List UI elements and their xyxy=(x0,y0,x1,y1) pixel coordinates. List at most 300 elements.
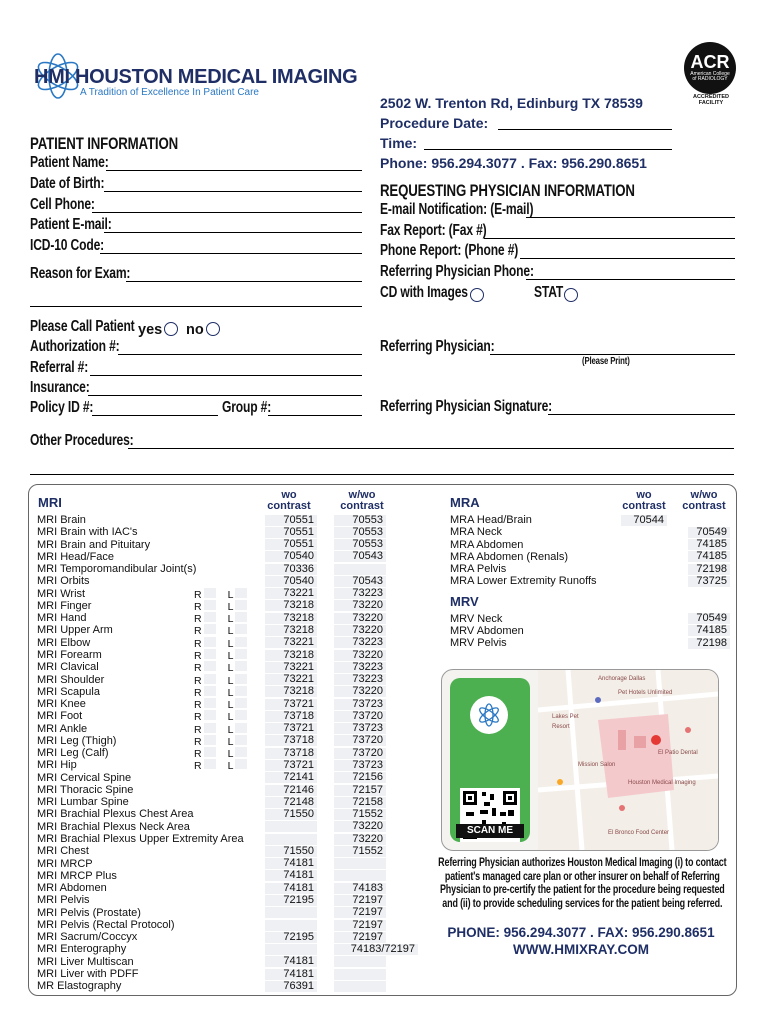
map-place-label: Houston Medical Imaging xyxy=(628,780,696,786)
mri-wo-code[interactable]: 74181 xyxy=(265,883,317,894)
side-selector[interactable] xyxy=(194,612,247,624)
left-side-label: L xyxy=(227,686,234,699)
mri-wwo-code[interactable] xyxy=(334,858,386,869)
cell-phone-field[interactable] xyxy=(30,196,362,216)
mri-wwo-code[interactable]: 73220 xyxy=(334,600,386,611)
mri-wo-code[interactable] xyxy=(265,821,317,832)
left-checkbox[interactable] xyxy=(235,600,247,610)
side-selector[interactable] xyxy=(194,674,247,686)
mri-wo-code[interactable]: 74181 xyxy=(265,858,317,869)
mri-exam-name: MRI MRCP xyxy=(37,857,93,870)
acr-subtext: American College of RADIOLOGY xyxy=(690,71,730,82)
mri-exam-name: MRI Temporomandibular Joint(s) xyxy=(37,563,197,576)
mri-wo-code[interactable]: 73718 xyxy=(265,711,317,722)
side-selector[interactable] xyxy=(194,686,247,698)
referring-physician-label: Referring Physician: xyxy=(380,338,495,355)
right-checkbox[interactable] xyxy=(204,735,216,745)
mrv-wwo-code[interactable]: 70549 xyxy=(688,613,730,624)
location-map[interactable] xyxy=(538,670,718,850)
other-procedures-field[interactable] xyxy=(30,432,734,452)
right-checkbox[interactable] xyxy=(204,674,216,684)
left-side-label: L xyxy=(227,748,234,761)
mri-wwo-code[interactable]: 71552 xyxy=(334,846,386,857)
left-checkbox[interactable] xyxy=(235,649,247,659)
side-selector[interactable] xyxy=(194,747,247,759)
mri-wwo-code[interactable] xyxy=(334,981,386,992)
map-place-label: Lakes Pet xyxy=(552,714,579,720)
mra-wwo-code[interactable]: 74185 xyxy=(688,551,730,562)
right-side-label: R xyxy=(194,649,202,662)
mri-wo-code[interactable]: 70540 xyxy=(265,576,317,587)
right-side-label: R xyxy=(194,625,202,638)
mra-wwo-header: w/wo contrast xyxy=(682,489,726,512)
phone-report-field[interactable] xyxy=(380,242,735,262)
mrv-exam-name[interactable]: MRV Abdomen xyxy=(450,624,524,637)
acr-badge xyxy=(678,40,742,104)
left-checkbox[interactable] xyxy=(235,723,247,733)
patient-email-label: Patient E-mail: xyxy=(30,216,112,233)
mra-wo-code[interactable]: 70544 xyxy=(621,515,667,526)
right-checkbox[interactable] xyxy=(204,686,216,696)
mri-exam-name: MRI Pelvis (Rectal Protocol) xyxy=(37,918,175,931)
mri-wwo-code[interactable]: 73720 xyxy=(334,735,386,746)
side-selector[interactable] xyxy=(194,698,247,710)
reason-extra-line[interactable] xyxy=(30,306,362,307)
map-place-label: El Patio Dental xyxy=(658,750,698,756)
mri-wo-code[interactable]: 73218 xyxy=(265,600,317,611)
mri-wwo-code[interactable]: 73223 xyxy=(334,637,386,648)
mri-wo-code[interactable]: 73718 xyxy=(265,748,317,759)
location-pin-icon xyxy=(470,696,508,734)
patient-email-field[interactable] xyxy=(30,216,362,236)
email-notification-field[interactable] xyxy=(380,201,735,221)
mri-wwo-code[interactable]: 72157 xyxy=(334,785,386,796)
referring-phone-label: Referring Physician Phone: xyxy=(380,263,534,280)
mra-wo-header: wo contrast xyxy=(622,489,666,512)
date-of-birth-field[interactable] xyxy=(30,175,362,195)
mri-exam-name: MRI Liver Multiscan xyxy=(37,955,134,968)
right-side-label: R xyxy=(194,711,202,724)
patient-info-title: PATIENT INFORMATION xyxy=(30,134,179,153)
side-selector[interactable] xyxy=(194,710,247,722)
mra-header: MRA xyxy=(450,495,480,510)
mra-exam-name[interactable]: MRA Abdomen (Renals) xyxy=(450,550,568,563)
right-side-label: R xyxy=(194,760,202,773)
right-side-label: R xyxy=(194,699,202,712)
left-side-label: L xyxy=(227,735,234,748)
map-place-label: Mission Salon xyxy=(578,762,616,768)
brand-tagline: A Tradition of Excellence In Patient Care xyxy=(80,87,259,98)
time-label: Time: xyxy=(380,135,418,151)
authorization-field[interactable] xyxy=(30,338,362,358)
mri-wo-header: wo contrast xyxy=(267,489,311,512)
mri-wwo-code[interactable]: 73723 xyxy=(334,723,386,734)
mri-wo-code[interactable]: 76391 xyxy=(265,981,317,992)
mri-wwo-code[interactable]: 73220 xyxy=(334,625,386,636)
mri-exam-name: MRI Clavical xyxy=(37,661,99,674)
mri-wo-code[interactable]: 73721 xyxy=(265,760,317,771)
mri-exam-name: MRI Chest xyxy=(37,845,89,858)
mri-exam-name: MRI Abdomen xyxy=(37,882,107,895)
right-checkbox[interactable] xyxy=(204,710,216,720)
mri-wwo-code[interactable]: 73220 xyxy=(334,834,386,845)
mri-exam-name: MRI Brain with IAC's xyxy=(37,526,138,539)
left-checkbox[interactable] xyxy=(235,759,247,769)
referring-physician-field[interactable] xyxy=(380,338,735,358)
mri-wo-code[interactable]: 73221 xyxy=(265,662,317,673)
side-selector[interactable] xyxy=(194,637,247,649)
mri-exam-name: MRI MRCP Plus xyxy=(37,869,117,882)
yes-radio-icon[interactable] xyxy=(164,322,178,336)
mri-wwo-code[interactable]: 72197 xyxy=(334,907,386,918)
left-side-label: L xyxy=(227,723,234,736)
other-extra-line[interactable] xyxy=(30,474,734,475)
mri-wo-code[interactable] xyxy=(265,907,317,918)
left-checkbox[interactable] xyxy=(235,710,247,720)
mri-wwo-code[interactable]: 73223 xyxy=(334,588,386,599)
mri-wwo-code[interactable]: 73220 xyxy=(334,821,386,832)
mri-wwo-code[interactable] xyxy=(334,564,386,575)
mri-wwo-code[interactable]: 70553 xyxy=(334,539,386,550)
right-checkbox[interactable] xyxy=(204,698,216,708)
left-side-label: L xyxy=(227,674,234,687)
left-side-label: L xyxy=(227,600,234,613)
mri-wwo-code[interactable]: 70553 xyxy=(334,527,386,538)
right-checkbox[interactable] xyxy=(204,588,216,598)
fax-report-field[interactable] xyxy=(380,222,735,242)
right-side-label: R xyxy=(194,613,202,626)
right-checkbox[interactable] xyxy=(204,747,216,757)
please-call-label: Please Call Patient xyxy=(30,318,135,335)
mri-exam-name: MRI Shoulder xyxy=(37,673,105,686)
mri-exam-name: MRI Enterography xyxy=(37,943,127,956)
mra-exam-name[interactable]: MRA Pelvis xyxy=(450,563,507,576)
email-notification-label: E-mail Notification: (E-mail) xyxy=(380,201,534,218)
clinic-phone-fax: Phone: 956.294.3077 . Fax: 956.290.8651 xyxy=(380,155,647,171)
group-label: Group #: xyxy=(222,399,272,416)
mri-wwo-code[interactable]: 73220 xyxy=(334,613,386,624)
side-selector[interactable] xyxy=(194,735,247,747)
physician-signature-field[interactable] xyxy=(380,398,735,418)
left-checkbox[interactable] xyxy=(235,637,247,647)
other-procedures-label: Other Procedures: xyxy=(30,432,134,449)
map-place-label: Pet Hotels Unlimited xyxy=(618,690,673,696)
insurance-label: Insurance: xyxy=(30,379,90,396)
time-field[interactable] xyxy=(380,133,672,153)
mri-wo-code[interactable]: 73221 xyxy=(265,588,317,599)
mri-exam-name: MRI Pelvis xyxy=(37,894,90,907)
mri-exam-name: MRI Sacrum/Coccyx xyxy=(37,931,138,944)
mri-wwo-code[interactable]: 73720 xyxy=(334,748,386,759)
left-checkbox[interactable] xyxy=(235,674,247,684)
mri-exam-name: MRI Knee xyxy=(37,698,86,711)
mri-wwo-code[interactable]: 73720 xyxy=(334,711,386,722)
right-checkbox[interactable] xyxy=(204,723,216,733)
mri-wo-code[interactable]: 73218 xyxy=(265,625,317,636)
mri-wwo-code[interactable]: 74183 xyxy=(334,883,386,894)
stat-label: STAT xyxy=(534,284,564,301)
mri-wo-code[interactable]: 71550 xyxy=(265,846,317,857)
mra-exam-name[interactable]: MRA Abdomen xyxy=(450,538,524,551)
right-checkbox[interactable] xyxy=(204,624,216,634)
mri-wwo-code[interactable]: 74183/72197 xyxy=(334,944,418,955)
mri-wwo-code[interactable] xyxy=(334,969,386,980)
left-side-label: L xyxy=(227,662,234,675)
no-radio-icon[interactable] xyxy=(206,322,220,336)
mrv-header: MRV xyxy=(450,594,479,609)
side-selector[interactable] xyxy=(194,588,247,600)
mra-wwo-code[interactable]: 73725 xyxy=(688,576,730,587)
mri-exam-name: MRI Hip xyxy=(37,759,77,772)
mri-exam-name: MRI Brachial Plexus Chest Area xyxy=(37,808,194,821)
mri-exam-name: MRI Leg (Thigh) xyxy=(37,734,117,747)
left-side-label: L xyxy=(227,760,234,773)
signature-label: Referring Physician Signature: xyxy=(380,398,553,415)
mri-wo-code[interactable]: 70540 xyxy=(265,551,317,562)
mri-wwo-code[interactable]: 72197 xyxy=(334,920,386,931)
map-place-label: Resort xyxy=(552,724,570,730)
mri-exam-name: MRI Lumbar Spine xyxy=(37,796,129,809)
reason-label: Reason for Exam: xyxy=(30,265,131,282)
call-yes-option[interactable] xyxy=(138,322,178,338)
mri-wo-code[interactable]: 74181 xyxy=(265,870,317,881)
right-checkbox[interactable] xyxy=(204,600,216,610)
map-place-label: Anchorage Dallas xyxy=(598,676,646,682)
right-side-label: R xyxy=(194,674,202,687)
policy-id-label: Policy ID #: xyxy=(30,399,94,416)
side-selector[interactable] xyxy=(194,649,247,661)
mri-wwo-code[interactable]: 71552 xyxy=(334,809,386,820)
right-checkbox[interactable] xyxy=(204,661,216,671)
mri-wwo-code[interactable]: 73723 xyxy=(334,760,386,771)
mri-wwo-code[interactable]: 72197 xyxy=(334,895,386,906)
left-side-label: L xyxy=(227,637,234,650)
left-checkbox[interactable] xyxy=(235,698,247,708)
mri-wo-code[interactable]: 73718 xyxy=(265,735,317,746)
mri-wo-code[interactable]: 70551 xyxy=(265,515,317,526)
cell-phone-label: Cell Phone: xyxy=(30,196,95,213)
right-checkbox[interactable] xyxy=(204,649,216,659)
patient-name-label: Patient Name: xyxy=(30,154,109,171)
mra-exam-name[interactable]: MRA Neck xyxy=(450,526,502,539)
map-card xyxy=(441,669,719,851)
mri-wo-code[interactable]: 72195 xyxy=(265,895,317,906)
mri-header: MRI xyxy=(38,495,62,510)
mri-exam-name: MRI Hand xyxy=(37,612,87,625)
mra-exam-name[interactable]: MRA Lower Extremity Runoffs xyxy=(450,575,597,588)
insurance-field[interactable] xyxy=(30,379,362,399)
mrv-exam-name[interactable]: MRV Neck xyxy=(450,612,503,625)
mra-wwo-code[interactable]: 70549 xyxy=(688,527,730,538)
mri-exam-name: MRI Liver with PDFF xyxy=(37,967,139,980)
mri-wwo-code[interactable]: 73723 xyxy=(334,699,386,710)
side-selector[interactable] xyxy=(194,624,247,636)
right-side-label: R xyxy=(194,600,202,613)
side-selector[interactable] xyxy=(194,759,247,771)
acr-letters: ACR xyxy=(690,52,730,72)
mri-exam-name: MRI Upper Arm xyxy=(37,624,113,637)
mra-wwo-code[interactable]: 72198 xyxy=(688,564,730,575)
right-side-label: R xyxy=(194,662,202,675)
mri-wo-code[interactable] xyxy=(265,834,317,845)
mri-wwo-code[interactable]: 72156 xyxy=(334,772,386,783)
mri-exam-name: MRI Scapula xyxy=(37,685,100,698)
mri-wwo-header: w/wo contrast xyxy=(340,489,384,512)
left-checkbox[interactable] xyxy=(235,612,247,622)
policy-id-field[interactable] xyxy=(30,399,220,419)
please-call-patient xyxy=(30,318,362,338)
mri-wo-code[interactable]: 70551 xyxy=(265,539,317,550)
mri-wwo-code[interactable]: 70553 xyxy=(334,515,386,526)
fax-report-label: Fax Report: (Fax #) xyxy=(380,222,487,239)
icd-code-field[interactable] xyxy=(30,237,362,257)
right-side-label: R xyxy=(194,637,202,650)
mri-wwo-code[interactable]: 73220 xyxy=(334,650,386,661)
mri-wo-code[interactable]: 71550 xyxy=(265,809,317,820)
mri-wo-code[interactable]: 70551 xyxy=(265,527,317,538)
physician-info-title: REQUESTING PHYSICIAN INFORMATION xyxy=(380,181,635,200)
mri-wo-code[interactable]: 73218 xyxy=(265,613,317,624)
mri-wo-code[interactable]: 73721 xyxy=(265,699,317,710)
left-checkbox[interactable] xyxy=(235,735,247,745)
side-selector[interactable] xyxy=(194,723,247,735)
acr-ring-text: ACCREDITED FACILITY xyxy=(692,94,730,106)
side-selector[interactable] xyxy=(194,661,247,673)
right-side-label: R xyxy=(194,735,202,748)
mrv-exam-name[interactable]: MRV Pelvis xyxy=(450,637,507,650)
authorization-label: Authorization #: xyxy=(30,338,120,355)
mri-wo-code[interactable]: 74181 xyxy=(265,969,317,980)
mri-wo-code[interactable]: 72195 xyxy=(265,932,317,943)
mri-exam-name: MRI Ankle xyxy=(37,722,88,735)
left-side-label: L xyxy=(227,625,234,638)
call-yes-label: yes xyxy=(138,322,163,338)
left-side-label: L xyxy=(227,699,234,712)
right-side-label: R xyxy=(194,748,202,761)
mri-exam-name: MRI Cervical Spine xyxy=(37,771,132,784)
footer-phone-fax: PHONE: 956.294.3077 . FAX: 956.290.8651 xyxy=(447,925,715,940)
referring-phone-field[interactable] xyxy=(380,263,735,283)
mri-wwo-code[interactable]: 70543 xyxy=(334,551,386,562)
mri-wo-code[interactable]: 70336 xyxy=(265,564,317,575)
mri-wwo-code[interactable]: 73220 xyxy=(334,686,386,697)
mri-wwo-code[interactable]: 70543 xyxy=(334,576,386,587)
mri-exam-name: MRI Brain xyxy=(37,514,86,526)
mri-wwo-code[interactable]: 73223 xyxy=(334,662,386,673)
please-print-note: (Please Print) xyxy=(582,356,630,367)
left-side-label: L xyxy=(227,588,234,601)
referral-field[interactable] xyxy=(30,359,362,379)
procedure-date-label: Procedure Date: xyxy=(380,115,489,131)
stat-option[interactable] xyxy=(534,284,594,304)
mri-exam-name: MRI Pelvis (Prostate) xyxy=(37,906,141,919)
brand-name: HMI HOUSTON MEDICAL IMAGING xyxy=(34,66,358,88)
group-field[interactable] xyxy=(222,399,362,419)
referral-label: Referral #: xyxy=(30,359,89,376)
mri-exam-name: MRI Head/Face xyxy=(37,550,115,563)
mri-exam-name: MRI Thoracic Spine xyxy=(37,783,134,796)
mri-exam-name: MRI Orbits xyxy=(37,575,90,588)
right-side-label: R xyxy=(194,723,202,736)
mri-wo-code[interactable] xyxy=(265,920,317,931)
mra-exam-name[interactable]: MRA Head/Brain xyxy=(450,514,532,526)
mri-exam-name: MR Elastography xyxy=(37,980,122,993)
mri-exam-name: MRI Wrist xyxy=(37,587,86,600)
scan-me-label: SCAN ME xyxy=(456,824,524,838)
mri-exam-name: MRI Foot xyxy=(37,710,83,723)
map-place-label: El Bronco Food Center xyxy=(608,830,670,836)
right-checkbox[interactable] xyxy=(204,759,216,769)
right-checkbox[interactable] xyxy=(204,637,216,647)
left-side-label: L xyxy=(227,649,234,662)
cd-radio-icon[interactable] xyxy=(470,288,484,302)
mri-exam-name: MRI Leg (Calf) xyxy=(37,747,109,760)
phone-report-label: Phone Report: (Phone #) xyxy=(380,242,519,259)
left-checkbox[interactable] xyxy=(235,588,247,598)
dob-label: Date of Birth: xyxy=(30,175,105,192)
mri-wo-code[interactable]: 73218 xyxy=(265,686,317,697)
reason-for-exam-field[interactable] xyxy=(30,265,362,285)
consent-text: Referring Physician authorizes Houston Medical Imaging (i) to contact patient's managed care plan or other insurer on behalf of Referring Physician to pre-certify the patient for the procedure being requested and (ii) to provide scheduling services for the patient being referred. xyxy=(438,857,727,910)
mri-exam-name: MRI Brachial Plexus Upper Extremity Area xyxy=(37,833,244,846)
right-side-label: R xyxy=(194,588,202,601)
call-no-option[interactable] xyxy=(186,322,220,338)
side-selector[interactable] xyxy=(194,600,247,612)
cd-with-images-option[interactable] xyxy=(380,284,500,304)
mri-exam-name: MRI Finger xyxy=(37,599,92,612)
mri-wo-code[interactable]: 73218 xyxy=(265,650,317,661)
mri-wo-code[interactable]: 74181 xyxy=(265,956,317,967)
qr-panel xyxy=(450,678,530,842)
mri-wo-code[interactable]: 72148 xyxy=(265,797,317,808)
cd-label: CD with Images xyxy=(380,284,468,301)
left-side-label: L xyxy=(227,711,234,724)
left-checkbox[interactable] xyxy=(235,747,247,757)
icd-code-label: ICD-10 Code: xyxy=(30,237,105,254)
mri-wwo-code[interactable]: 72158 xyxy=(334,797,386,808)
stat-radio-icon[interactable] xyxy=(564,288,578,302)
mri-exam-name: MRI Elbow xyxy=(37,636,91,649)
procedure-date-field[interactable] xyxy=(380,113,672,133)
mri-wwo-code[interactable]: 72197 xyxy=(334,932,386,943)
mri-wo-code[interactable]: 73721 xyxy=(265,723,317,734)
website-link[interactable]: WWW.HMIXRAY.COM xyxy=(513,942,649,957)
mri-wo-code[interactable]: 72146 xyxy=(265,785,317,796)
clinic-address: 2502 W. Trenton Rd, Edinburg TX 78539 xyxy=(380,95,643,111)
right-side-label: R xyxy=(194,686,202,699)
call-no-label: no xyxy=(186,322,204,338)
mri-exam-name: MRI Brachial Plexus Neck Area xyxy=(37,820,190,833)
mri-wwo-code[interactable] xyxy=(334,956,386,967)
mri-wo-code[interactable]: 73221 xyxy=(265,674,317,685)
right-checkbox[interactable] xyxy=(204,612,216,622)
mri-wo-code[interactable]: 73221 xyxy=(265,637,317,648)
patient-name-field[interactable] xyxy=(30,154,362,174)
mri-wwo-code[interactable] xyxy=(334,870,386,881)
mri-wo-code[interactable] xyxy=(265,944,317,955)
left-checkbox[interactable] xyxy=(235,661,247,671)
mra-wwo-code[interactable]: 74185 xyxy=(688,539,730,550)
mri-wwo-code[interactable]: 73223 xyxy=(334,674,386,685)
mri-exam-name: MRI Brain and Pituitary xyxy=(37,538,151,551)
mri-exam-name: MRI Forearm xyxy=(37,648,102,661)
left-side-label: L xyxy=(227,613,234,626)
left-checkbox[interactable] xyxy=(235,624,247,634)
mri-wo-code[interactable]: 72141 xyxy=(265,772,317,783)
mrv-wwo-code[interactable]: 74185 xyxy=(688,625,730,636)
left-checkbox[interactable] xyxy=(235,686,247,696)
mrv-wwo-code[interactable]: 72198 xyxy=(688,638,730,649)
